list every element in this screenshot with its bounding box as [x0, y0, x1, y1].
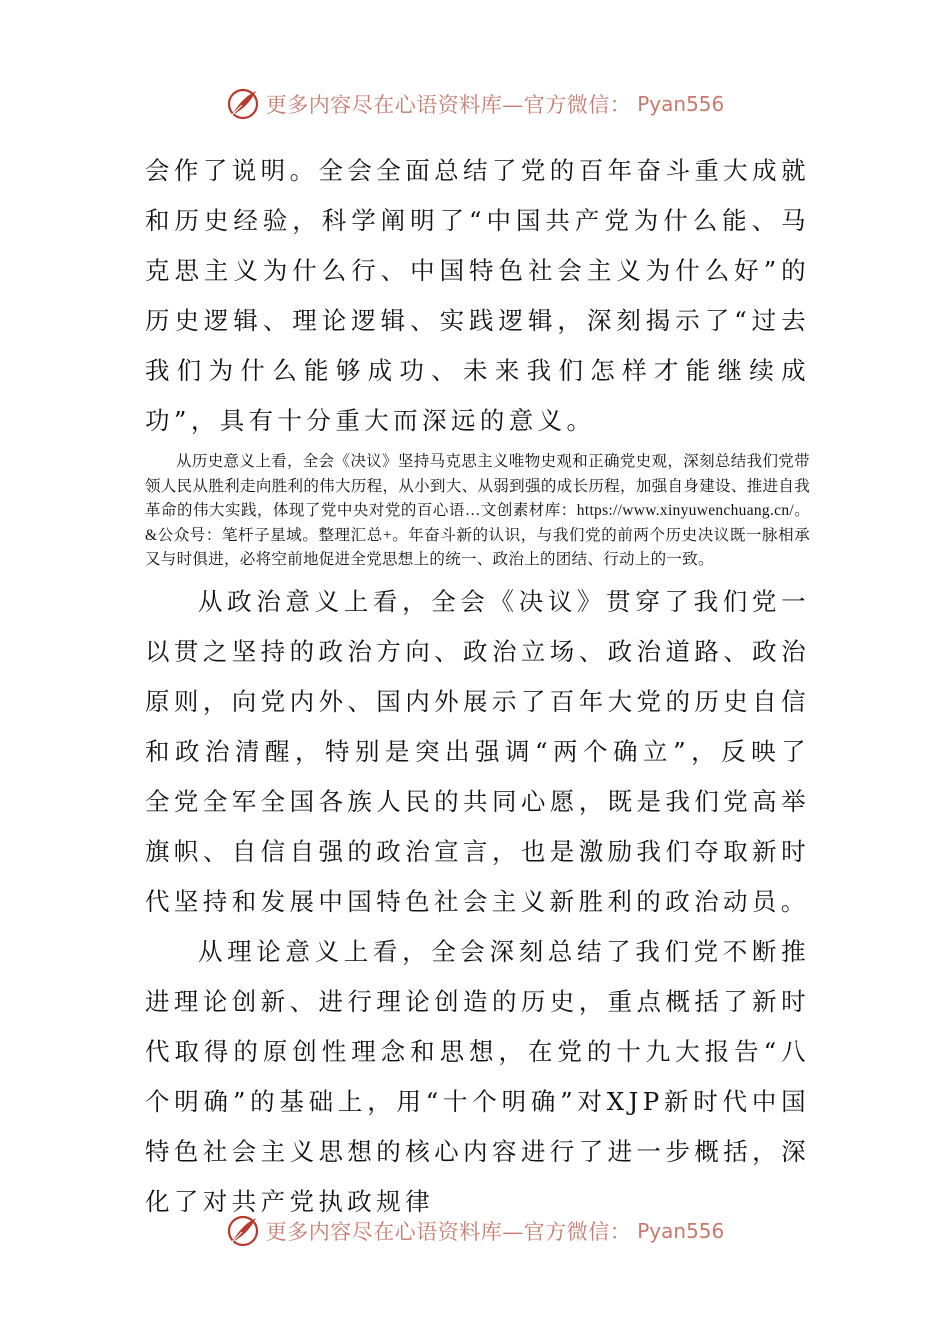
paragraph-1: 会作了说明。全会全面总结了党的百年奋斗重大成就和历史经验，科学阐明了“中国共产党为什么能、马克思主义为什么行、中国特色社会主义为什么好”的历史逻辑、理论逻辑、实践逻辑，深刻揭示了“过去我们为什么能够成功、未来我们怎样才能继续成功”，具有十分重大而深远的意义。	[145, 156, 810, 435]
banner-text: 更多内容尽在心语资料库—官方微信：	[265, 93, 632, 117]
header-watermark-banner	[0, 84, 950, 124]
paragraph-4: 从理论意义上看，全会深刻总结了我们党不断推进理论创新、进行理论创造的历史，重点概括了新时代取得的原创性理念和思想，在党的十九大报告“八个明确”的基础上，用“十个明确”对XJP新时代中国特色社会主义思想的核心内容进行了进一步概括，深化了对共产党执政规律	[145, 936, 810, 1216]
document-body	[145, 146, 810, 1227]
paragraph-2-small: 从历史意义上看，全会《决议》坚持马克思主义唯物史观和正确党史观，深刻总结我们党带领人民从胜利走向胜利的伟大历程，从小到大、从弱到强的成长历程，加强自身建设、推进自我革命的伟大实践，体现了党中央对党的百心语…文创素材库：https://www.xinyuwenchuang.cn/。&公众号：笔杆子星域。整理汇总+。年奋斗新的认识，与我们党的前两个历史决议既一脉相承又与时俱进，必将空前地促进全党思想上的统一、政治上的团结、行动上的一致。	[145, 453, 810, 568]
footer-watermark-banner	[0, 1211, 950, 1251]
banner-text: 更多内容尽在心语资料库—官方微信：	[265, 1220, 632, 1244]
banner-wechat-id: Pyan556	[637, 92, 725, 116]
paragraph-3: 从政治意义上看，全会《决议》贯穿了我们党一以贯之坚持的政治方向、政治立场、政治道路、政治原则，向党内外、国内外展示了百年大党的历史自信和政治清醒，特别是突出强调“两个确立”，反映了全党全军全国各族人民的共同心愿，既是我们党高举旗帜、自信自强的政治宣言，也是激励我们夺取新时代坚持和发展中国特色社会主义新胜利的政治动员。	[145, 586, 810, 916]
quill-logo-icon	[226, 87, 260, 121]
banner-wechat-id: Pyan556	[637, 1219, 725, 1243]
quill-logo-icon	[226, 1214, 260, 1248]
